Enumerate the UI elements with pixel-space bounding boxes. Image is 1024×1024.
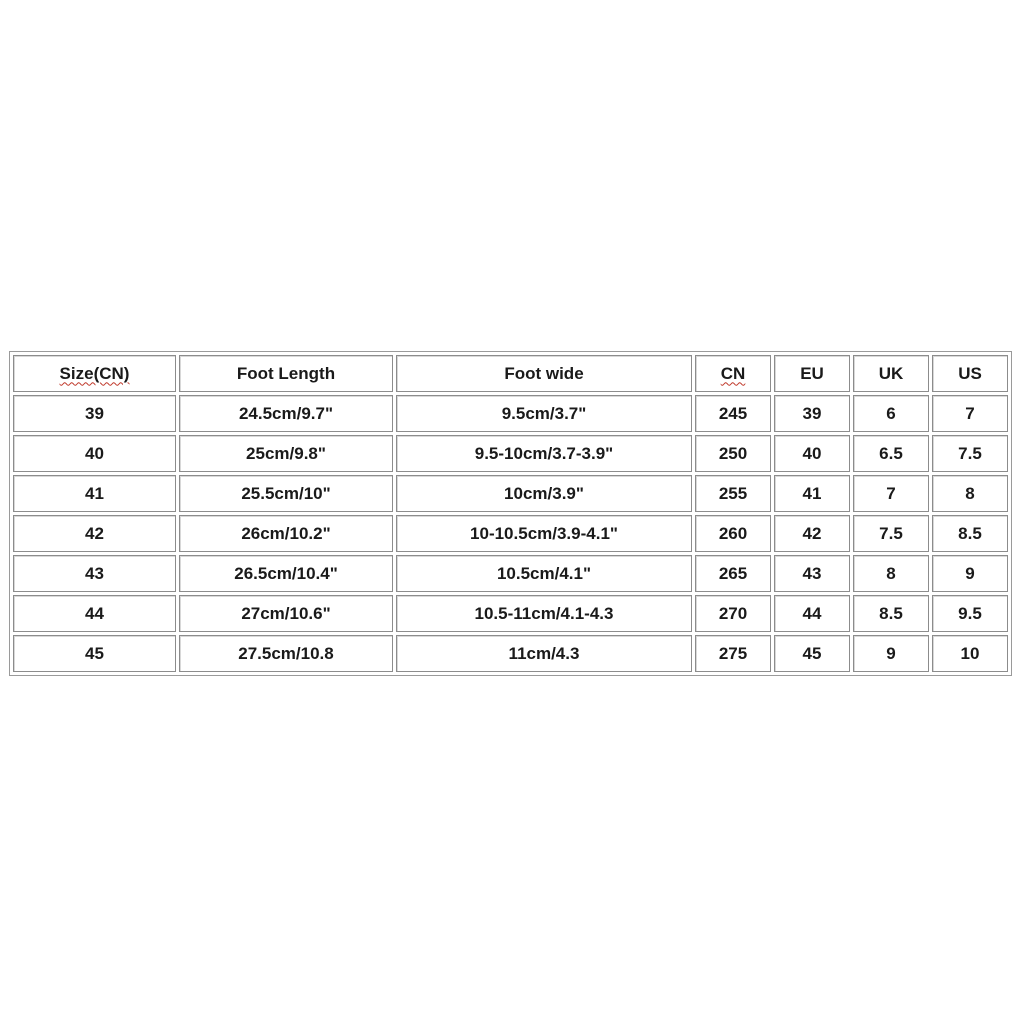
cell-uk: 9: [853, 635, 929, 672]
cell-uk: 7: [853, 475, 929, 512]
cell-eu: 44: [774, 595, 850, 632]
size-chart-table: [9, 351, 1012, 676]
header-us: US: [932, 355, 1008, 392]
cell-us: 8: [932, 475, 1008, 512]
cell-us: 7.5: [932, 435, 1008, 472]
cell-cn: 260: [695, 515, 771, 552]
cell-foot-wide: 10-10.5cm/3.9-4.1": [396, 515, 692, 552]
cell-size-cn: 43: [13, 555, 176, 592]
cell-size-cn: 41: [13, 475, 176, 512]
cell-us: 9.5: [932, 595, 1008, 632]
cell-foot-length: 26cm/10.2": [179, 515, 393, 552]
cell-foot-wide: 9.5cm/3.7": [396, 395, 692, 432]
cell-eu: 43: [774, 555, 850, 592]
header-label: CN: [720, 363, 746, 383]
cell-us: 8.5: [932, 515, 1008, 552]
cell-cn: 265: [695, 555, 771, 592]
header-cn: [695, 355, 771, 392]
cell-us: 9: [932, 555, 1008, 592]
cell-eu: 41: [774, 475, 850, 512]
table-row: [13, 395, 1008, 432]
cell-cn: 245: [695, 395, 771, 432]
table-row: [13, 555, 1008, 592]
header-eu: EU: [774, 355, 850, 392]
cell-foot-wide: 10cm/3.9": [396, 475, 692, 512]
cell-uk: 8.5: [853, 595, 929, 632]
header-label: Size(CN): [59, 363, 130, 383]
cell-uk: 7.5: [853, 515, 929, 552]
cell-size-cn: 45: [13, 635, 176, 672]
cell-foot-wide: 10.5-11cm/4.1-4.3: [396, 595, 692, 632]
cell-size-cn: 40: [13, 435, 176, 472]
table-row: [13, 475, 1008, 512]
cell-uk: 8: [853, 555, 929, 592]
cell-cn: 275: [695, 635, 771, 672]
cell-foot-wide: 9.5-10cm/3.7-3.9": [396, 435, 692, 472]
cell-cn: 250: [695, 435, 771, 472]
table-row: [13, 635, 1008, 672]
cell-size-cn: 42: [13, 515, 176, 552]
cell-us: 10: [932, 635, 1008, 672]
cell-foot-length: 25.5cm/10": [179, 475, 393, 512]
cell-eu: 45: [774, 635, 850, 672]
cell-size-cn: 44: [13, 595, 176, 632]
cell-eu: 39: [774, 395, 850, 432]
header-row: [13, 355, 1008, 392]
header-size-cn: [13, 355, 176, 392]
header-foot-length: Foot Length: [179, 355, 393, 392]
cell-uk: 6.5: [853, 435, 929, 472]
cell-uk: 6: [853, 395, 929, 432]
cell-foot-wide: 10.5cm/4.1": [396, 555, 692, 592]
table-row: [13, 595, 1008, 632]
table-row: [13, 435, 1008, 472]
cell-foot-length: 27.5cm/10.8: [179, 635, 393, 672]
header-uk: UK: [853, 355, 929, 392]
cell-foot-wide: 11cm/4.3: [396, 635, 692, 672]
table-row: [13, 515, 1008, 552]
cell-foot-length: 24.5cm/9.7": [179, 395, 393, 432]
cell-eu: 40: [774, 435, 850, 472]
header-foot-wide: Foot wide: [396, 355, 692, 392]
cell-size-cn: 39: [13, 395, 176, 432]
cell-foot-length: 26.5cm/10.4": [179, 555, 393, 592]
cell-foot-length: 27cm/10.6": [179, 595, 393, 632]
cell-cn: 255: [695, 475, 771, 512]
cell-foot-length: 25cm/9.8": [179, 435, 393, 472]
cell-us: 7: [932, 395, 1008, 432]
cell-eu: 42: [774, 515, 850, 552]
cell-cn: 270: [695, 595, 771, 632]
